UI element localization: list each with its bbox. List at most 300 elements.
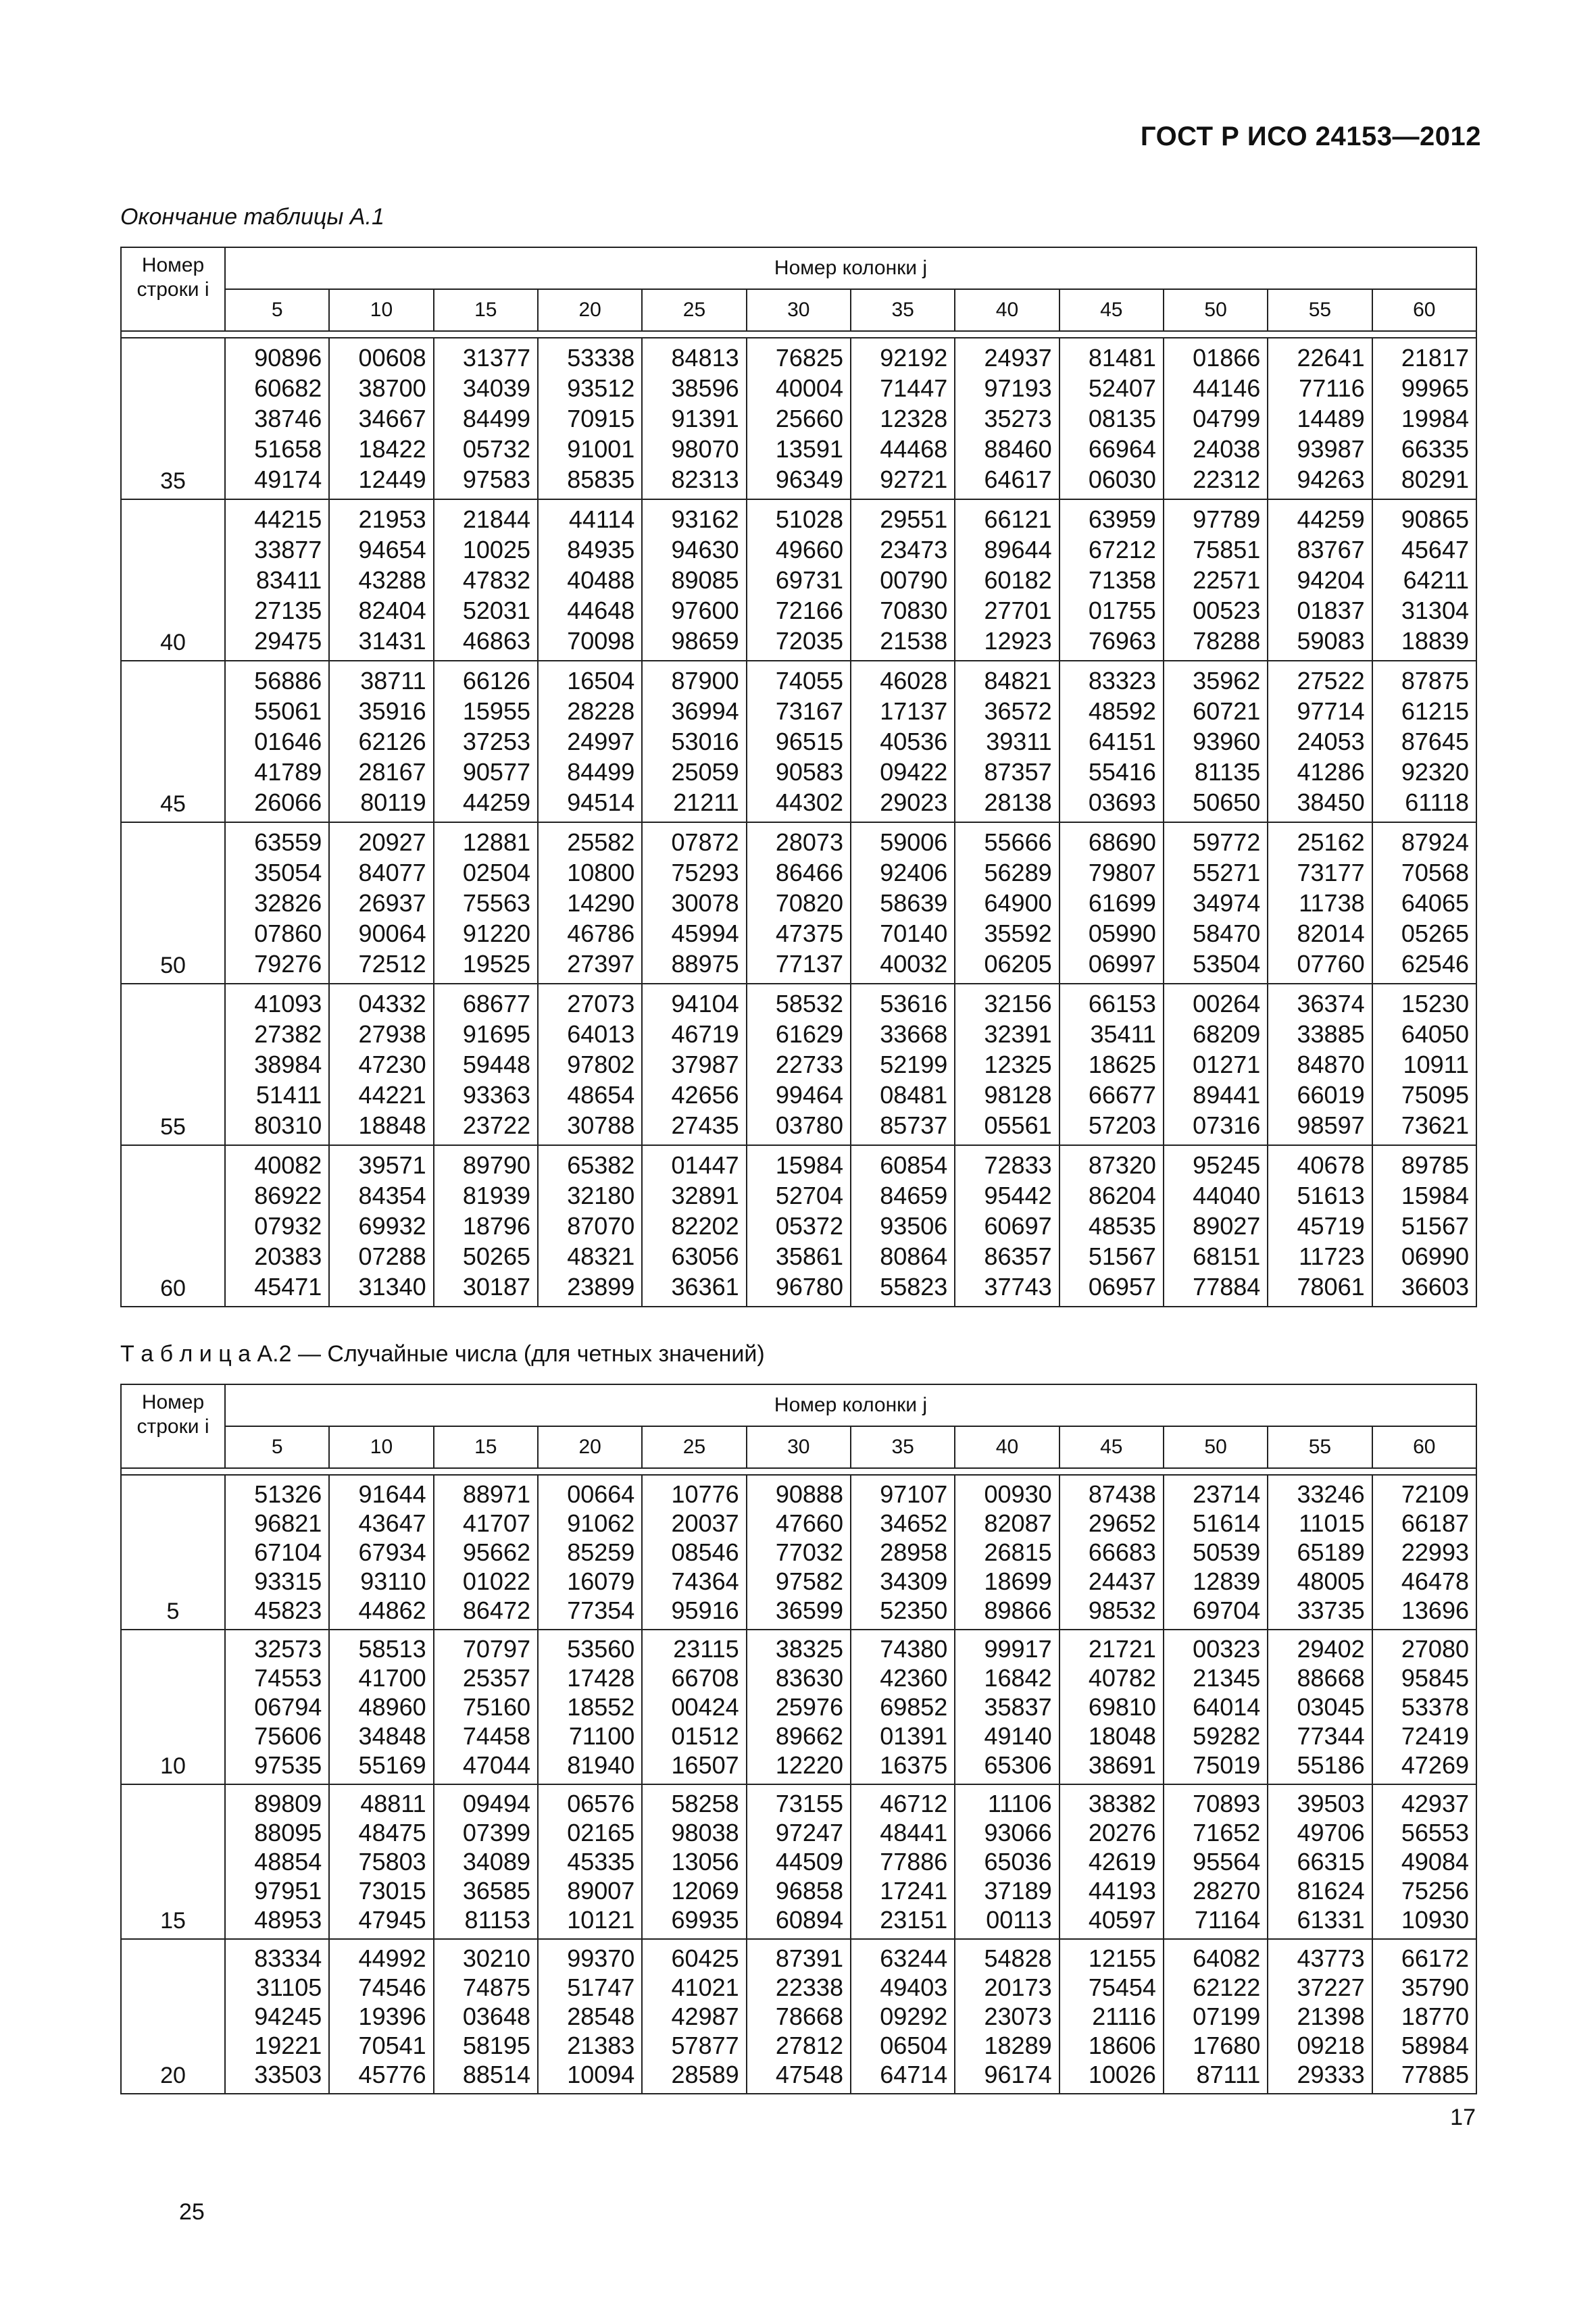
random-number: 30078 (671, 889, 739, 917)
number-cell (955, 1145, 1059, 1307)
number-cell (225, 1939, 329, 2094)
random-number: 87924 (1401, 828, 1469, 856)
number-cell (225, 1475, 329, 1630)
random-number: 32156 (984, 990, 1052, 1017)
random-number: 70915 (567, 405, 635, 432)
random-number: 84659 (880, 1182, 948, 1209)
random-number: 89785 (1401, 1151, 1469, 1179)
number-cell (955, 1630, 1059, 1784)
random-number: 17137 (880, 697, 948, 725)
random-number: 72512 (358, 950, 426, 978)
column-index: 5 (225, 289, 329, 331)
random-number: 32826 (254, 889, 322, 917)
random-number: 89027 (1193, 1212, 1261, 1240)
random-number: 58639 (880, 889, 948, 917)
random-number: 58984 (1401, 2032, 1469, 2059)
standard-title: ГОСТ Р ИСО 24153—2012 (1140, 122, 1481, 151)
random-number: 44215 (254, 505, 322, 533)
number-cell (642, 984, 746, 1145)
random-number: 75851 (1193, 536, 1261, 563)
number-cell (955, 338, 1059, 499)
random-number: 70820 (775, 889, 843, 917)
random-number: 66708 (671, 1664, 739, 1692)
random-number: 41707 (462, 1509, 530, 1537)
random-number: 58532 (775, 990, 843, 1017)
number-cell (1059, 1145, 1164, 1307)
random-number: 18289 (984, 2032, 1052, 2059)
random-number: 83630 (775, 1664, 843, 1692)
random-number: 27397 (567, 950, 635, 978)
random-number: 37743 (984, 1273, 1052, 1301)
random-number: 16375 (880, 1751, 948, 1779)
random-number: 95442 (984, 1182, 1052, 1209)
random-number: 29475 (254, 627, 322, 655)
random-number: 13696 (1401, 1596, 1469, 1624)
random-number: 44040 (1193, 1182, 1261, 1209)
random-number: 62546 (1401, 950, 1469, 978)
number-cell (1164, 984, 1268, 1145)
random-number: 20037 (671, 1509, 739, 1537)
number-cell (434, 499, 538, 661)
random-number: 38691 (1088, 1751, 1156, 1779)
random-number: 89441 (1193, 1081, 1261, 1109)
random-number: 33246 (1297, 1480, 1365, 1508)
random-number: 70098 (567, 627, 635, 655)
random-number: 51567 (1401, 1212, 1469, 1240)
gap-cell (121, 1468, 1476, 1475)
random-number: 47375 (775, 920, 843, 947)
random-number: 07760 (1297, 950, 1365, 978)
random-number: 72166 (775, 597, 843, 624)
random-number: 76825 (775, 344, 843, 372)
random-number: 52350 (880, 1596, 948, 1624)
random-number: 38700 (358, 374, 426, 402)
number-cell (747, 822, 851, 984)
random-number: 12839 (1193, 1567, 1261, 1595)
number-cell (538, 1630, 642, 1784)
number-cell (225, 1784, 329, 1939)
random-number: 25357 (462, 1664, 530, 1692)
random-number: 21953 (358, 505, 426, 533)
random-number: 05265 (1401, 920, 1469, 947)
random-number: 43773 (1297, 1944, 1365, 1972)
random-numbers-table-a1 (120, 247, 1477, 1307)
random-number: 94630 (671, 536, 739, 563)
random-number: 47548 (775, 2061, 843, 2088)
page-number-right: 17 (1450, 2105, 1476, 2130)
random-number: 53016 (671, 728, 739, 755)
random-number: 10911 (1403, 1051, 1469, 1078)
random-number: 88668 (1297, 1664, 1365, 1692)
random-number: 33885 (1297, 1020, 1365, 1048)
random-number: 68690 (1088, 828, 1156, 856)
random-number: 55271 (1193, 859, 1261, 886)
number-cell (851, 661, 955, 822)
random-number: 46786 (567, 920, 635, 947)
number-cell (329, 499, 433, 661)
number-cell (851, 338, 955, 499)
random-number: 83323 (1088, 667, 1156, 695)
random-number: 55061 (254, 697, 322, 725)
number-cell (955, 1939, 1059, 2094)
random-number: 00523 (1193, 597, 1261, 624)
random-number: 50539 (1193, 1538, 1261, 1566)
number-cell (538, 1939, 642, 2094)
random-number: 74364 (671, 1567, 739, 1595)
random-number: 98070 (671, 435, 739, 463)
column-index-row (121, 289, 1476, 331)
random-number: 21844 (462, 505, 530, 533)
number-cell (851, 1475, 955, 1630)
random-number: 07316 (1193, 1111, 1261, 1139)
random-number: 41700 (358, 1664, 426, 1692)
number-cell (538, 499, 642, 661)
random-number: 81153 (464, 1906, 530, 1934)
column-index: 40 (955, 1426, 1059, 1468)
number-cell (747, 1939, 851, 2094)
random-number: 60894 (775, 1906, 843, 1934)
random-number: 44221 (358, 1081, 426, 1109)
random-number: 58195 (462, 2032, 530, 2059)
random-number: 40488 (567, 566, 635, 594)
random-number: 00930 (984, 1480, 1052, 1508)
random-number: 87900 (671, 667, 739, 695)
random-number: 50265 (462, 1242, 530, 1270)
column-index: 35 (851, 289, 955, 331)
random-number: 75095 (1401, 1081, 1469, 1109)
table-row-group (121, 1630, 1476, 1784)
random-number: 75160 (462, 1693, 530, 1721)
random-number: 13591 (775, 435, 843, 463)
random-number: 84870 (1297, 1051, 1365, 1078)
row-number-label: 20 (121, 1939, 225, 2094)
random-number: 27812 (775, 2032, 843, 2059)
random-number: 06030 (1088, 466, 1156, 493)
random-number: 11015 (1299, 1509, 1365, 1537)
header-row (121, 1384, 1476, 1426)
random-number: 48654 (567, 1081, 635, 1109)
random-number: 93960 (1193, 728, 1261, 755)
number-cell (225, 499, 329, 661)
random-number: 32391 (984, 1020, 1052, 1048)
random-number: 15984 (1401, 1182, 1469, 1209)
random-number: 64065 (1401, 889, 1469, 917)
number-cell (851, 1630, 955, 1784)
random-number: 21116 (1092, 2003, 1156, 2030)
random-number: 64050 (1401, 1020, 1469, 1048)
random-number: 59282 (1193, 1722, 1261, 1750)
number-cell (1268, 661, 1372, 822)
random-number: 88460 (984, 435, 1052, 463)
random-number: 95245 (1193, 1151, 1261, 1179)
random-number: 45335 (567, 1848, 635, 1876)
random-number: 09422 (880, 758, 948, 786)
random-number: 96515 (775, 728, 843, 755)
random-number: 82087 (984, 1509, 1052, 1537)
number-cell (434, 338, 538, 499)
random-number: 25976 (775, 1693, 843, 1721)
random-number: 42360 (880, 1664, 948, 1692)
random-number: 24937 (984, 344, 1052, 372)
random-number: 99965 (1401, 374, 1469, 402)
random-number: 93506 (880, 1212, 948, 1240)
random-number: 23899 (567, 1273, 635, 1301)
number-cell (329, 1145, 433, 1307)
random-number: 27522 (1297, 667, 1365, 695)
random-number: 66964 (1088, 435, 1156, 463)
random-number: 41021 (671, 1973, 739, 2001)
random-number: 92406 (880, 859, 948, 886)
number-cell (851, 1784, 955, 1939)
random-number: 97951 (254, 1877, 322, 1905)
random-number: 91695 (462, 1020, 530, 1048)
random-number: 36572 (984, 697, 1052, 725)
random-number: 90865 (1401, 505, 1469, 533)
number-cell (747, 984, 851, 1145)
number-cell (1372, 1784, 1476, 1939)
random-number: 18770 (1401, 2003, 1469, 2030)
random-number: 25162 (1297, 828, 1365, 856)
number-cell (538, 661, 642, 822)
random-number: 45776 (358, 2061, 426, 2088)
random-number: 10800 (567, 859, 635, 886)
random-number: 74546 (358, 1973, 426, 2001)
random-number: 61215 (1401, 697, 1469, 725)
random-number: 87438 (1088, 1480, 1156, 1508)
random-number: 07860 (254, 920, 322, 947)
table-row-group (121, 499, 1476, 661)
random-number: 77886 (880, 1848, 948, 1876)
random-number: 01646 (254, 728, 322, 755)
random-number: 44259 (1297, 505, 1365, 533)
random-number: 93315 (254, 1567, 322, 1595)
table-row-group (121, 984, 1476, 1145)
random-number: 21345 (1193, 1664, 1261, 1692)
random-number: 18625 (1088, 1051, 1156, 1078)
random-number: 46478 (1401, 1567, 1469, 1595)
random-number: 79276 (254, 950, 322, 978)
column-index: 20 (538, 289, 642, 331)
number-cell (642, 822, 746, 984)
number-cell (538, 1475, 642, 1630)
random-number: 36361 (671, 1273, 739, 1301)
random-number: 84499 (462, 405, 530, 432)
random-number: 45994 (671, 920, 739, 947)
number-cell (1059, 984, 1164, 1145)
random-number: 65189 (1297, 1538, 1365, 1566)
random-number: 17428 (567, 1664, 635, 1692)
random-number: 87070 (567, 1212, 635, 1240)
random-number: 51658 (254, 435, 322, 463)
random-number: 63959 (1088, 505, 1156, 533)
random-number: 82313 (671, 466, 739, 493)
random-number: 86466 (775, 859, 843, 886)
random-number: 18048 (1088, 1722, 1156, 1750)
random-number: 57203 (1088, 1111, 1156, 1139)
random-number: 90577 (462, 758, 530, 786)
random-number: 07199 (1193, 2003, 1261, 2030)
number-cell (329, 338, 433, 499)
random-number: 05561 (984, 1111, 1052, 1139)
random-number: 49403 (880, 1973, 948, 2001)
random-number: 50650 (1193, 788, 1261, 816)
number-cell (434, 661, 538, 822)
random-number: 25582 (567, 828, 635, 856)
random-number: 47832 (462, 566, 530, 594)
random-numbers-table-a2 (120, 1384, 1477, 2094)
random-number: 34974 (1193, 889, 1261, 917)
row-number-label: 55 (121, 984, 225, 1145)
random-number: 30788 (567, 1111, 635, 1139)
random-number: 77116 (1299, 374, 1365, 402)
number-cell (1059, 1475, 1164, 1630)
random-number: 52199 (880, 1051, 948, 1078)
number-cell (434, 822, 538, 984)
random-number: 21383 (567, 2032, 635, 2059)
number-cell (1372, 499, 1476, 661)
random-number: 69731 (775, 566, 843, 594)
random-number: 61118 (1405, 788, 1469, 816)
random-number: 49084 (1401, 1848, 1469, 1876)
number-cell (642, 1630, 746, 1784)
random-number: 66019 (1297, 1081, 1365, 1109)
random-number: 06957 (1088, 1273, 1156, 1301)
number-cell (329, 984, 433, 1145)
random-number: 01837 (1297, 597, 1365, 624)
random-number: 51614 (1193, 1509, 1261, 1537)
random-number: 33877 (254, 536, 322, 563)
random-number: 98038 (671, 1819, 739, 1846)
random-number: 12325 (984, 1051, 1052, 1078)
random-number: 68677 (462, 990, 530, 1017)
random-number: 48475 (358, 1819, 426, 1846)
random-number: 35273 (984, 405, 1052, 432)
number-cell (747, 661, 851, 822)
random-number: 01271 (1193, 1051, 1261, 1078)
row-number-label: 60 (121, 1145, 225, 1307)
number-cell (642, 1145, 746, 1307)
row-number-label: 10 (121, 1630, 225, 1784)
random-number: 23073 (984, 2003, 1052, 2030)
random-number: 00790 (880, 566, 948, 594)
number-cell (225, 338, 329, 499)
random-number: 01391 (880, 1722, 948, 1750)
column-index: 45 (1059, 1426, 1164, 1468)
random-number: 43647 (358, 1509, 426, 1537)
random-number: 94654 (358, 536, 426, 563)
random-number: 01512 (671, 1722, 739, 1750)
number-cell (1372, 1145, 1476, 1307)
random-number: 01866 (1193, 344, 1261, 372)
random-number: 59006 (880, 828, 948, 856)
random-number: 90583 (775, 758, 843, 786)
random-number: 96821 (254, 1509, 322, 1537)
random-number: 60682 (254, 374, 322, 402)
random-number: 14290 (567, 889, 635, 917)
random-number: 14489 (1297, 405, 1365, 432)
random-number: 19984 (1401, 405, 1469, 432)
random-number: 09218 (1297, 2032, 1365, 2059)
random-number: 33503 (254, 2061, 322, 2088)
random-number: 89007 (567, 1877, 635, 1905)
random-number: 78061 (1297, 1273, 1365, 1301)
random-number: 13056 (671, 1848, 739, 1876)
number-cell (851, 499, 955, 661)
random-number: 10121 (567, 1906, 635, 1934)
random-number: 35916 (358, 697, 426, 725)
random-number: 04332 (358, 990, 426, 1017)
random-number: 10930 (1401, 1906, 1469, 1934)
table-row-group (121, 1475, 1476, 1630)
random-number: 11723 (1299, 1242, 1365, 1270)
random-number: 70568 (1401, 859, 1469, 886)
random-number: 74458 (462, 1722, 530, 1750)
random-number: 55169 (358, 1751, 426, 1779)
random-number: 96780 (775, 1273, 843, 1301)
random-number: 93987 (1297, 435, 1365, 463)
random-number: 78288 (1193, 627, 1261, 655)
random-number: 58470 (1193, 920, 1261, 947)
number-cell (747, 1475, 851, 1630)
random-number: 74380 (880, 1635, 948, 1663)
random-number: 28548 (567, 2003, 635, 2030)
random-number: 71164 (1194, 1906, 1261, 1934)
table1-caption: Окончание таблицы А.1 (120, 204, 384, 230)
random-number: 53560 (567, 1635, 635, 1663)
number-cell (1164, 1475, 1268, 1630)
number-cell (1268, 1939, 1372, 2094)
random-number: 35592 (984, 920, 1052, 947)
random-number: 98659 (671, 627, 739, 655)
random-number: 93162 (671, 505, 739, 533)
random-number: 05372 (775, 1212, 843, 1240)
column-index: 50 (1164, 1426, 1268, 1468)
random-number: 23714 (1193, 1480, 1261, 1508)
number-cell (434, 1630, 538, 1784)
random-number: 65306 (984, 1751, 1052, 1779)
random-number: 77885 (1401, 2061, 1469, 2088)
number-cell (538, 984, 642, 1145)
random-number: 44992 (358, 1944, 426, 1972)
random-number: 24038 (1193, 435, 1261, 463)
random-number: 52407 (1088, 374, 1156, 402)
random-number: 93066 (984, 1819, 1052, 1846)
random-number: 97193 (984, 374, 1052, 402)
number-cell (1059, 661, 1164, 822)
random-number: 06997 (1088, 950, 1156, 978)
random-number: 20927 (358, 828, 426, 856)
random-number: 91062 (567, 1509, 635, 1537)
number-cell (538, 822, 642, 984)
random-number: 28958 (880, 1538, 948, 1566)
random-number: 77032 (775, 1538, 843, 1566)
random-number: 27135 (254, 597, 322, 624)
random-number: 98128 (984, 1081, 1052, 1109)
random-number: 75019 (1193, 1751, 1261, 1779)
random-number: 60854 (880, 1151, 948, 1179)
random-number: 64617 (984, 466, 1052, 493)
random-number: 46712 (880, 1790, 948, 1817)
random-number: 23151 (880, 1906, 948, 1934)
number-cell (642, 499, 746, 661)
random-number: 81481 (1088, 344, 1156, 372)
random-number: 82014 (1297, 920, 1365, 947)
random-number: 38382 (1088, 1790, 1156, 1817)
random-number: 97600 (671, 597, 739, 624)
number-cell (747, 1630, 851, 1784)
random-number: 81940 (567, 1751, 635, 1779)
random-number: 46028 (880, 667, 948, 695)
